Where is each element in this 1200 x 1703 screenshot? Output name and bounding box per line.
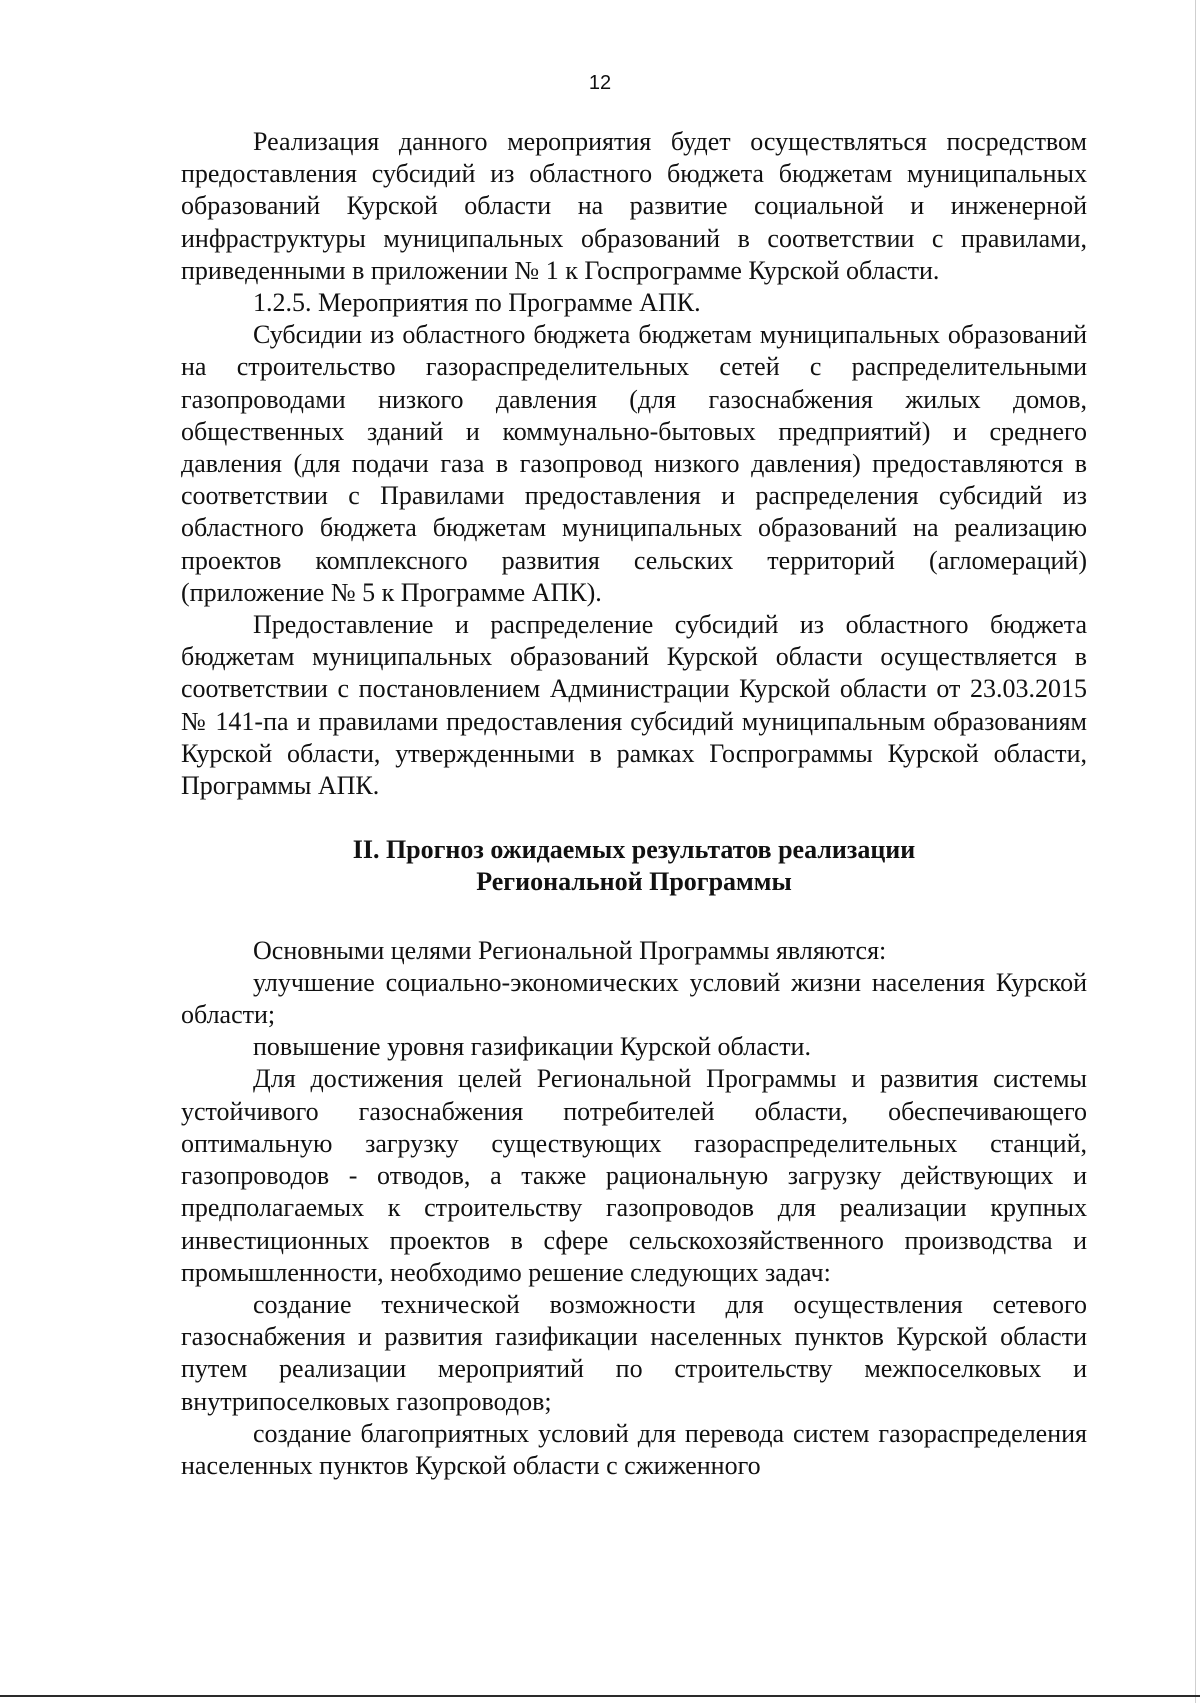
paragraph-implementation: Реализация данного мероприятия будет осуществляться посредством предоставления субсидий из областного бюджета бюджетам муниципальных образований Курской области на развитие социальной и инженерной инфраструктуры муниципальных образований в соответствии с правилами, приведенными в приложении № 1 к Госпрограмме Курской области.: [181, 127, 1087, 285]
paragraph-subsidies-gas-networks: Субсидии из областного бюджета бюджетам муниципальных образований на строительство газораспределительных сетей с распределительными газопроводами низкого давления (для газоснабжения жилых домов, общественных зданий и коммунально-бытовых предприятий) и среднего давления (для подачи газа в газопровод низкого давления) предоставляются в соответствии с Правилами предоставления и распределения субсидий из областного бюджета бюджетам муниципальных образований на реализацию проектов комплексного развития сельских территорий (агломераций) (приложение № 5 к Программе АПК).: [181, 320, 1087, 607]
paragraph-main-goals: Основными целями Региональной Программы являются:: [253, 935, 887, 965]
paragraph-goal-living-conditions: улучшение социально-экономических условий жизни населения Курской области;: [181, 967, 1087, 1030]
paragraph-tasks-intro: Для достижения целей Региональной Программы и развития системы устойчивого газоснабжения потребителей области, обеспечивающего оптимальную загрузку существующих газораспределительных станций, газопроводов - отводов, а также рациональную загрузку действующих и предполагаемых к строительству газопроводов для реализации крупных инвестиционных проектов в сфере сельскохозяйственного производства и промышленности, необходимо решение следующих задач:: [181, 1064, 1087, 1287]
scan-right-edge: [1195, 0, 1196, 1703]
section-heading-line-1: II. Прогноз ожидаемых результатов реализации: [352, 835, 916, 865]
paragraph-goal-gasification: повышение уровня газификации Курской области.: [253, 1032, 811, 1062]
paragraph-task-favorable: создание благоприятных условий для перевода систем газораспределения населенных пунктов Курской области с сжиженного: [181, 1418, 1087, 1480]
section-heading-line-2: Региональной Программы: [476, 867, 792, 897]
scan-bottom-edge: [0, 1695, 1200, 1697]
paragraph-subsidy-distribution: Предоставление и распределение субсидий из областного бюджета бюджетам муниципальных образований Курской области осуществляется в соответствии с постановлением Администрации Курской области от 23.03.2015 № 141-па и правилами предоставления субсидий муниципальным образованиям Курской области, утвержденными в рамках Госпрограммы Курской области, Программы АПК.: [181, 610, 1087, 801]
page-number: 12: [588, 72, 612, 94]
paragraph-task-technical: создание технической возможности для осуществления сетевого газоснабжения и развития газификации населенных пунктов Курской области путем реализации мероприятий по строительству межпоселковых и внутрипоселковых газопроводов;: [181, 1289, 1087, 1416]
section-heading: [181, 834, 1087, 898]
document-body: [181, 126, 1087, 1482]
paragraph-subsection-1-2-5: 1.2.5. Мероприятия по Программе АПК.: [253, 288, 701, 318]
